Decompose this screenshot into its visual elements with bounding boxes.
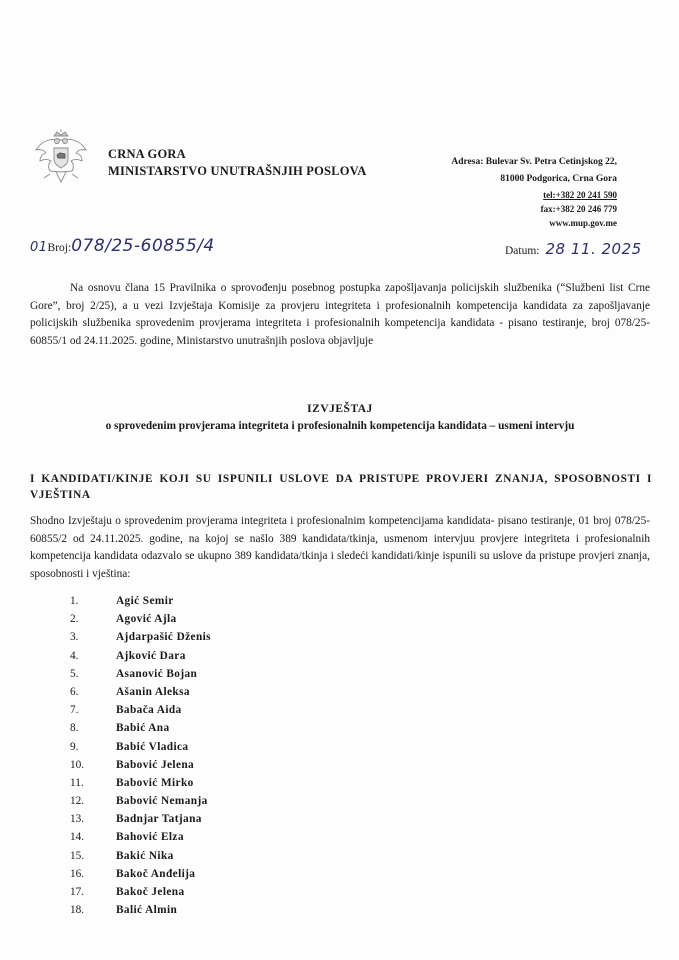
country-name: CRNA GORA bbox=[108, 147, 186, 161]
address-website: www.mup.gov.me bbox=[549, 218, 617, 228]
address-street: Adresa: Bulevar Sv. Petra Cetinjskog 22, bbox=[451, 157, 617, 167]
address-fax: fax:+382 20 246 779 bbox=[540, 204, 617, 214]
report-title-block bbox=[30, 403, 650, 432]
report-title: IZVJEŠTAJ bbox=[307, 403, 373, 415]
date-handwritten: 28 11. 2025 bbox=[545, 240, 642, 258]
list-item: 17. Bakoč Jelena bbox=[70, 886, 185, 898]
section-1-heading: I KANDIDATI/KINJE KOJI SU ISPUNILI USLOVE DA PRISTUPE PROVJERI ZNANJA, SPOSOBNOSTI I VJEŠTINA bbox=[30, 473, 652, 501]
list-item: 7. Babača Aida bbox=[70, 704, 182, 717]
coat-of-arms-icon bbox=[30, 128, 92, 188]
reference-label: Broj: bbox=[47, 242, 72, 254]
reference-number-handwritten: 078/25-60855/4 bbox=[71, 236, 215, 256]
address-block bbox=[451, 154, 617, 230]
list-item: 11. Babović Mirko bbox=[70, 776, 194, 789]
list-item: 18. Balić Almin bbox=[70, 904, 178, 917]
list-item: 16. Bakoč Anđelija bbox=[70, 867, 196, 880]
date-field bbox=[505, 240, 642, 258]
intro-paragraph: Na osnovu člana 15 Pravilnika o sprovođenju posebnog postupka zapošljavanja policijskih službenika (“Službeni list Crne Gore”, broj 2/25), a u vezi Izvještaja Komisije za provjeru integriteta i profesionalnih kompetencija kandidata za zapošljavanje policijskih službenika sprovedenim provjerama integriteta i profesionalnih kompetencija kandidata - pisano testiranje, broj 078/25-60855/1 od 24.11.2025. godine, Ministarstvo unutrašnjih poslova objavljuje bbox=[30, 282, 650, 347]
organization-block bbox=[108, 146, 367, 180]
address-tel: tel:+382 20 241 590 bbox=[543, 190, 617, 200]
list-item: 14. Bahović Elza bbox=[70, 831, 184, 844]
list-item: 4. Ajković Dara bbox=[70, 649, 186, 662]
report-subtitle: o sprovedenim provjerama integriteta i profesionalnih kompetencija kandidata – usmeni intervju bbox=[105, 420, 575, 432]
reference-prefix-handwritten: 01 bbox=[30, 240, 48, 255]
list-item: 1. Agić Semir bbox=[70, 595, 174, 607]
list-item: 2. Agović Ajla bbox=[70, 613, 177, 626]
date-label: Datum: bbox=[505, 245, 540, 257]
list-item: 3. Ajdarpašić Dženis bbox=[70, 631, 211, 644]
list-item: 6. Ašanin Aleksa bbox=[70, 685, 190, 698]
list-item: 8. Babić Ana bbox=[70, 722, 170, 735]
list-item: 9. Babić Vladica bbox=[70, 740, 189, 753]
list-item: 13. Badnjar Tatjana bbox=[70, 813, 202, 826]
list-item: 15. Bakić Nika bbox=[70, 849, 174, 862]
address-city: 81000 Podgorica, Crna Gora bbox=[500, 174, 617, 184]
reference-number bbox=[30, 236, 215, 256]
list-item: 12. Babović Nemanja bbox=[70, 795, 208, 808]
list-item: 5. Asanović Bojan bbox=[70, 667, 198, 680]
candidates-list bbox=[70, 595, 211, 922]
list-item: 10. Babović Jelena bbox=[70, 758, 195, 771]
section-1-body: Shodno Izvještaju o sprovedenim provjerama integriteta i profesionalnim kompetencijama kandidata- pisano testiranje, 01 broj 078/25-60855/2 od 24.11.2025. godine, na kojoj se našlo 389 kandidata/tkinja, usmenom intervjuu provjere integriteta i profesionalnih kompetencija kandidata odazvalo se ukupno 389 kandidata/tkinja i sledeći kandidati/kinje ispunili su uslove da pristupe provjeri znanja, sposobnosti i vještina: bbox=[30, 515, 650, 580]
ministry-name: MINISTARSTVO UNUTRAŠNJIH POSLOVA bbox=[108, 164, 367, 178]
